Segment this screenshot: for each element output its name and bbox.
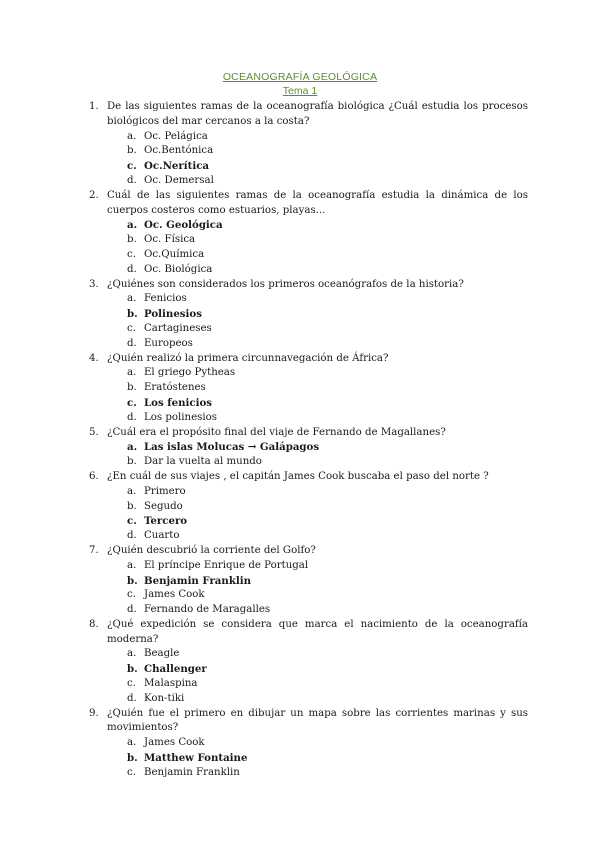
question-9 <box>0 707 600 781</box>
option-item-correct <box>0 662 528 677</box>
option-item <box>0 130 528 145</box>
question-text: ¿Quién descubrió la corriente del Golfo? <box>107 544 316 556</box>
option-item <box>0 529 528 544</box>
option-letter: b. <box>127 234 137 246</box>
option-letter: d. <box>127 604 137 616</box>
question-number: 9. <box>89 707 99 719</box>
question-number: 1. <box>89 101 99 112</box>
option-text: Challenger <box>144 663 207 676</box>
option-letter: b. <box>127 382 137 394</box>
option-list <box>107 647 528 706</box>
option-item <box>0 411 528 426</box>
option-list <box>107 559 528 618</box>
option-item <box>0 337 528 352</box>
option-item-correct <box>0 218 528 233</box>
question-8 <box>0 618 600 707</box>
option-item <box>0 603 528 618</box>
option-letter: a. <box>127 219 138 232</box>
option-list <box>107 485 528 544</box>
option-text: Malaspina <box>144 678 198 690</box>
option-letter: b. <box>127 752 138 765</box>
option-letter: d. <box>127 263 137 275</box>
option-item <box>0 736 528 751</box>
option-text: Oc. Geológica <box>144 219 223 232</box>
option-text: Cartagineses <box>144 322 212 334</box>
option-item <box>0 647 528 662</box>
option-list <box>107 130 528 189</box>
option-list <box>107 366 528 425</box>
document-title: OCEANOGRAFÍA GEOLÓGICA <box>222 71 378 83</box>
option-text: James Cook <box>144 737 205 749</box>
question-2 <box>0 189 600 278</box>
option-item <box>0 692 528 707</box>
option-text: Oc.Química <box>144 248 205 260</box>
option-letter: a. <box>127 559 137 571</box>
option-item-correct <box>0 396 528 411</box>
option-letter: b. <box>127 663 138 676</box>
option-letter: c. <box>127 766 136 778</box>
question-number: 8. <box>89 618 99 630</box>
question-text: ¿Quién realizó la primera circunnavegación de África? <box>107 352 389 364</box>
option-letter: c. <box>127 515 137 528</box>
option-text: Los polinesios <box>144 411 217 423</box>
option-item-correct <box>0 159 528 174</box>
option-item <box>0 766 528 781</box>
question-number: 2. <box>89 189 99 201</box>
option-text: Oc. Demersal <box>144 174 214 186</box>
question-text: De las siguientes ramas de la oceanografía biológica ¿Cuál estudia los procesos biológicos del mar cercanos a la costa? <box>107 101 528 127</box>
option-text: Kon-tiki <box>144 692 185 704</box>
option-text: Las islas Molucas → Galápagos <box>144 441 320 454</box>
option-item <box>0 588 528 603</box>
option-item-correct <box>0 307 528 322</box>
option-text: Europeos <box>144 337 193 349</box>
option-letter: c. <box>127 248 136 260</box>
option-letter: a. <box>127 485 137 497</box>
question-7 <box>0 544 600 618</box>
question-number: 5. <box>89 426 99 438</box>
option-letter: d. <box>127 337 137 349</box>
option-item <box>0 292 528 307</box>
option-item <box>0 381 528 396</box>
question-number: 6. <box>89 470 99 482</box>
option-letter: a. <box>127 293 137 305</box>
option-text: Los fenicios <box>144 396 212 409</box>
option-text: Oc.Nerítica <box>144 160 210 173</box>
option-letter: a. <box>127 737 137 749</box>
question-1 <box>0 100 600 189</box>
question-4 <box>0 352 600 426</box>
question-5 <box>0 426 600 470</box>
option-letter: c. <box>127 322 136 334</box>
option-text: Oc.Bentónica <box>144 145 214 157</box>
option-text: El griego Pytheas <box>144 367 236 379</box>
question-text: ¿En cuál de sus viajes , el capitán James Cook buscaba el paso del norte ? <box>107 470 489 482</box>
option-letter: c. <box>127 589 136 601</box>
option-letter: a. <box>127 130 137 142</box>
question-list <box>0 100 600 781</box>
option-letter: b. <box>127 308 138 321</box>
question-text: ¿Quiénes son considerados los primeros oceanógrafos de la historia? <box>107 278 464 290</box>
option-list <box>107 440 528 470</box>
option-text: Matthew Fontaine <box>144 752 248 765</box>
question-text: ¿Cuál era el propósito final del viaje de Fernando de Magallanes? <box>107 426 446 438</box>
option-text: Beagle <box>144 648 180 660</box>
option-text: Primero <box>144 485 186 497</box>
option-item <box>0 322 528 337</box>
option-letter: b. <box>127 456 137 468</box>
option-text: Benjamin Franklin <box>144 766 240 778</box>
option-item <box>0 485 528 500</box>
question-number: 7. <box>89 544 99 556</box>
question-text: ¿Quién fue el primero en dibujar un mapa sobre las corrientes marinas y sus movimientos? <box>107 707 528 734</box>
option-list <box>107 218 528 277</box>
option-text: Cuarto <box>144 530 180 542</box>
option-text: Oc. Pelágica <box>144 130 208 142</box>
option-letter: b. <box>127 574 138 587</box>
option-item <box>0 559 528 574</box>
option-letter: a. <box>127 441 138 454</box>
option-letter: c. <box>127 160 137 173</box>
option-item-correct <box>0 574 528 589</box>
question-text: ¿Qué expedición se considera que marca el nacimiento de la oceanografía moderna? <box>107 618 528 645</box>
option-text: Oc. Biológica <box>144 263 213 275</box>
option-item <box>0 248 528 263</box>
option-list <box>107 736 528 780</box>
option-item <box>0 144 528 159</box>
question-6 <box>0 470 600 544</box>
option-text: Eratóstenes <box>144 382 206 394</box>
option-letter: b. <box>127 145 137 157</box>
option-item <box>0 677 528 692</box>
option-item <box>0 263 528 278</box>
option-item-correct <box>0 751 528 766</box>
option-letter: d. <box>127 411 137 423</box>
option-text: Benjamin Franklin <box>144 574 252 587</box>
option-text: Fenicios <box>144 293 187 305</box>
option-item-correct <box>0 514 528 529</box>
option-text: Oc. Física <box>144 234 196 246</box>
option-text: El príncipe Enrique de Portugal <box>144 559 309 571</box>
option-text: Dar la vuelta al mundo <box>144 456 262 468</box>
option-text: Polinesios <box>144 308 202 321</box>
option-letter: c. <box>127 396 137 409</box>
question-number: 4. <box>89 352 99 364</box>
document-subtitle: Tema 1 <box>282 85 318 97</box>
option-letter: a. <box>127 367 137 379</box>
option-text: Tercero <box>144 515 188 528</box>
option-text: James Cook <box>144 589 205 601</box>
question-number: 3. <box>89 278 99 290</box>
option-item <box>0 455 528 470</box>
option-letter: d. <box>127 692 137 704</box>
option-item <box>0 233 528 248</box>
option-text: Segudo <box>144 500 183 512</box>
option-letter: b. <box>127 500 137 512</box>
option-item <box>0 174 528 189</box>
option-letter: d. <box>127 530 137 542</box>
option-text: Fernando de Maragalles <box>144 604 271 616</box>
option-item <box>0 500 528 515</box>
question-text: Cuál de las siguientes ramas de la oceanografía estudia la dinámica de los cuerpos costeros como estuarios, playas... <box>107 189 528 216</box>
option-letter: d. <box>127 174 137 186</box>
option-list <box>107 292 528 351</box>
option-item <box>0 366 528 381</box>
option-item-correct <box>0 440 528 455</box>
question-3 <box>0 278 600 352</box>
option-letter: a. <box>127 648 137 660</box>
option-letter: c. <box>127 678 136 690</box>
